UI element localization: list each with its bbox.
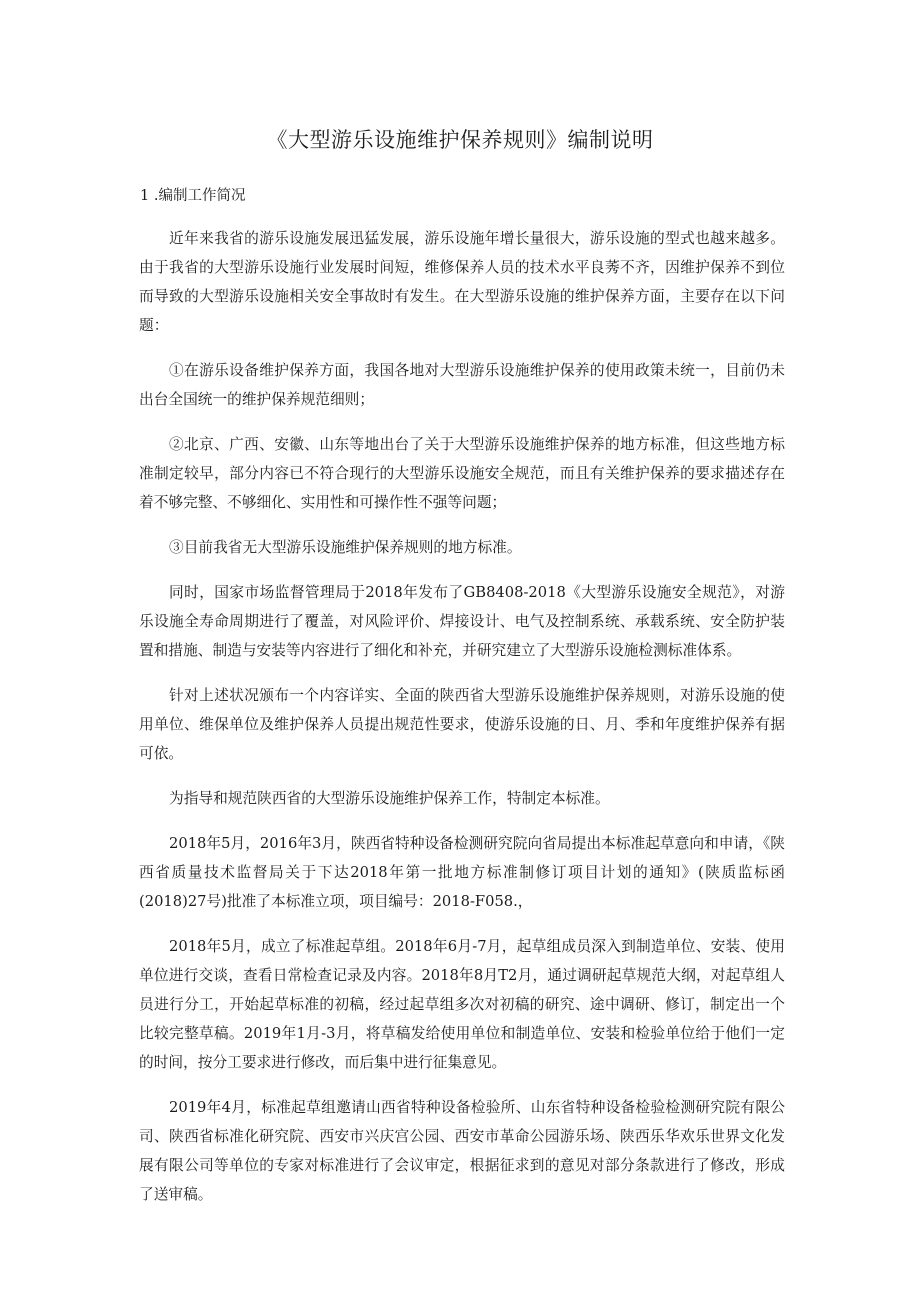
document-title: 《大型游乐设施维护保养规则》编制说明 (266, 128, 654, 152)
paragraph-drafting-process: 2018年5月，成立了标准起草组。2018年6月-7月，起草组成员深入到制造单位、安装、使用单位进行交谈，查看日常检查记录及内容。2018年8月T2月，通过调研起草规范大纲，对起草组人员进行分工，开始起草标准的初稿，经过起草组多次对初稿的研究、途中调研、修订，制定出一个比较完整草稿。2019年1月-3月，将草稿发给使用单位和制造单位、安装和检验单位给于他们一定的时间，按分工要求进行修改，而后集中进行征集意见。 (139, 938, 785, 1071)
paragraph-objective: 为指导和规范陕西省的大型游乐设施维护保养工作，特制定本标准。 (169, 790, 610, 807)
paragraph-intro: 近年来我省的游乐设施发展迅猛发展，游乐设施年增长量很大，游乐设施的型式也越来越多。由于我省的大型游乐设施行业发展时间短，维修保养人员的技术水平良莠不齐，因维护保养不到位而导致的大型游乐设施相关安全事故时有发生。在大型游乐设施的维护保养方面，主要存在以下问题： (139, 230, 785, 334)
paragraph-issue-1: ①在游乐设备维护保养方面，我国各地对大型游乐设施维护保养的使用政策未统一，目前仍未出台全国统一的维护保养规范细则； (139, 362, 785, 408)
section-heading: 1 .编制工作简况 (140, 188, 246, 204)
paragraph-project-approval: 2018年5月，2016年3月，陕西省特种设备检测研究院向省局提出本标准起草意向和申请，《陕西省质量技术监督局关于下达2018年第一批地方标准制修订项目计划的通知》(陕质监标函(2018)27号)批准了本标准立项，项目编号：2018-F058.， (139, 835, 785, 910)
paragraph-purpose: 针对上述状况颁布一个内容详实、全面的陕西省大型游乐设施维护保养规则，对游乐设施的使用单位、维保单位及维护保养人员提出规范性要求，使游乐设施的日、月、季和年度维护保养有据可依。 (139, 687, 785, 762)
paragraph-gb8408: 同时，国家市场监督管理局于2018年发布了GB8408-2018《大型游乐设施安全规范》，对游乐设施全寿命周期进行了覆盖，对风险评价、焊接设计、电气及控制系统、承载系统、安全防护装置和措施、制造与安装等内容进行了细化和补充，并研究建立了大型游乐设施检测标准体系。 (139, 584, 785, 659)
paragraph-issue-3: ③目前我省无大型游乐设施维护保养规则的地方标准。 (169, 539, 522, 556)
paragraph-issue-2: ②北京、广西、安徽、山东等地出台了关于大型游乐设施维护保养的地方标准，但这些地方标准制定较早，部分内容已不符合现行的大型游乐设施安全规范，而且有关维护保养的要求描述存在着不够完整、不够细化、实用性和可操作性不强等问题； (139, 436, 785, 511)
paragraph-review: 2019年4月，标准起草组邀请山西省特种设备检验所、山东省特种设备检验检测研究院有限公司、陕西省标准化研究院、西安市兴庆宫公园、西安市革命公园游乐场、陕西乐华欢乐世界文化发展有限公司等单位的专家对标准进行了会议审定，根据征求到的意见对部分条款进行了修改，形成了送审稿。 (139, 1099, 785, 1203)
document-body (139, 224, 785, 1225)
